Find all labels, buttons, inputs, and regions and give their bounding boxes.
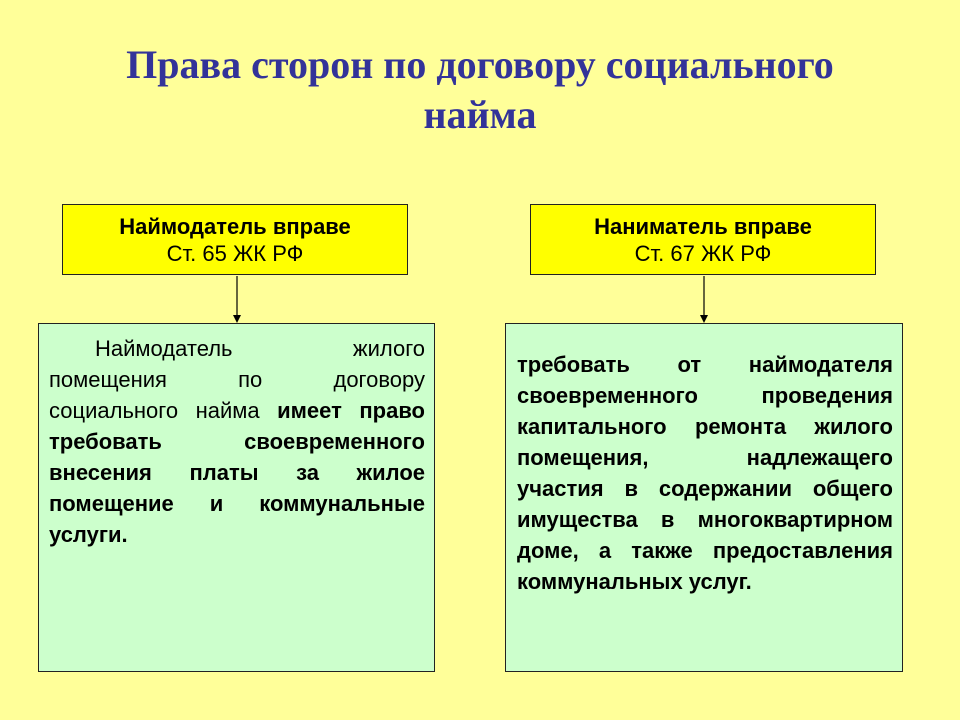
page-title-line-1: Права сторон по договору социального <box>126 42 834 87</box>
landlord-arrowhead <box>233 315 241 323</box>
landlord-header-title: Наймодатель вправе <box>119 214 351 239</box>
landlord-rights-text-box <box>38 323 435 672</box>
page-title <box>40 40 920 140</box>
tenant-rights-header <box>530 204 876 275</box>
tenant-header-title: Наниматель вправе <box>594 214 812 239</box>
tenant-arrowhead <box>700 315 708 323</box>
landlord-rights-text-bold: имеет право требовать своевременного внесения платы за жилое помещение и коммунальные услуги. <box>49 398 425 547</box>
tenant-header-article: Ст. 67 ЖК РФ <box>634 241 772 266</box>
tenant-rights-text-box <box>505 323 903 672</box>
landlord-rights-header <box>62 204 408 275</box>
landlord-header-article: Ст. 65 ЖК РФ <box>166 241 304 266</box>
tenant-rights-text: требовать от наймодателя своевременного проведения капитального ремонта жилого помещения, надлежащего участия в содержании общего имущества в многоквартирном доме, а также предоставления коммунальных услуг. <box>517 352 893 594</box>
landlord-rights-text-normal: Наймодатель жилого помещения по договору социального найма <box>49 336 425 423</box>
page-title-line-2: найма <box>423 92 537 137</box>
